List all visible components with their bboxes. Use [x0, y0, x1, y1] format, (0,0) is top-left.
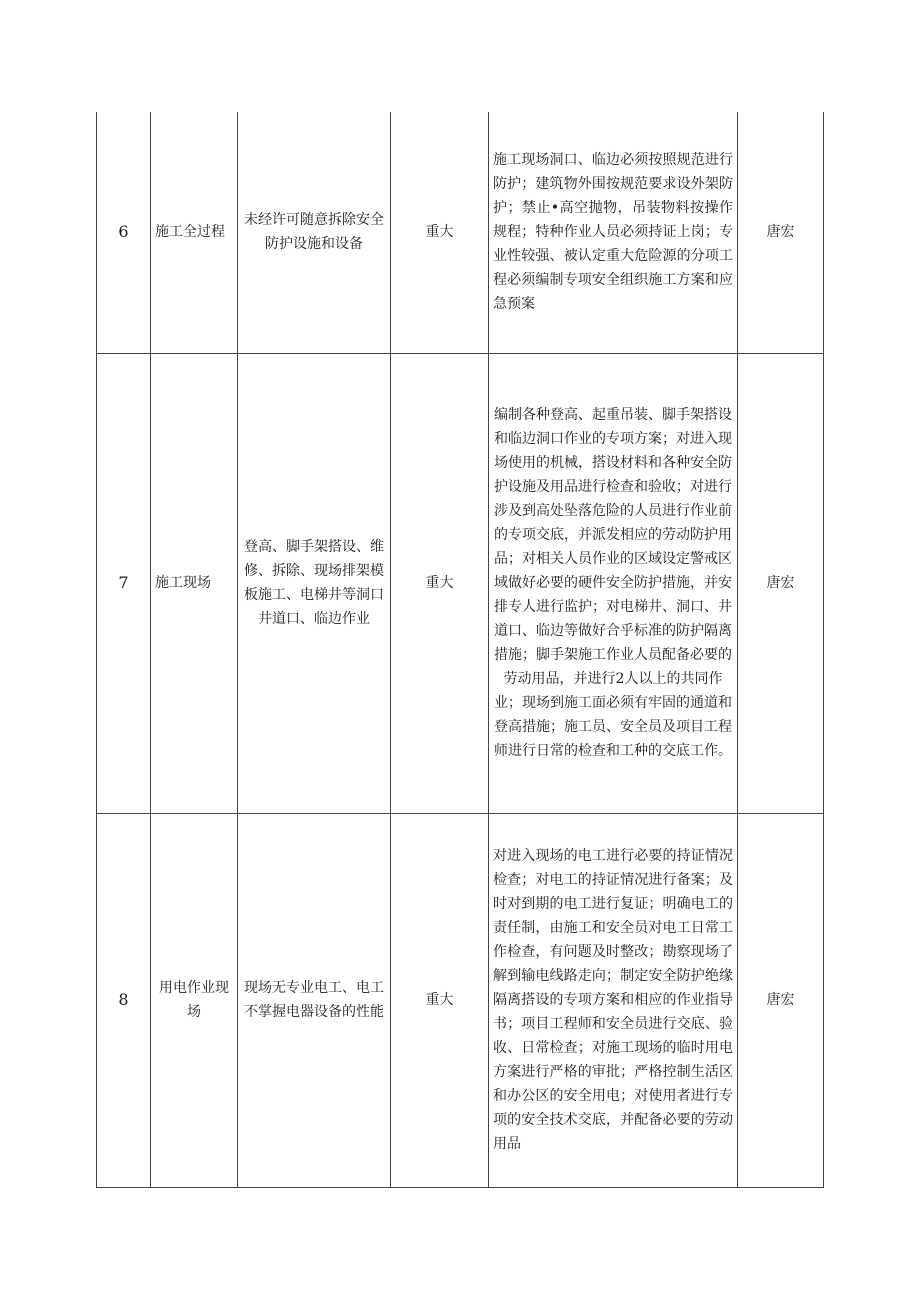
responsible-person-cell: 唐宏: [738, 813, 824, 1187]
risk-level-cell: 重大: [391, 813, 489, 1187]
row-number: 7: [97, 353, 151, 813]
hazard-cell: 未经许可随意拆除安全防护设施和设备: [238, 112, 391, 353]
location-cell: 施工全过程: [151, 112, 238, 353]
measures-cell: 编制各种登高、起重吊装、脚手架搭设和临边洞口作业的专项方案；对进入现场使用的机械，搭设材料和各种安全防护设施及用品进行检查和验收；对进行涉及到高处坠落危险的人员进行作业前的专项交底，并派发相应的劳动防护用品；对相关人员作业的区域设定警戒区域做好必要的硬件安全防护措施，并安排专人进行监护；对电梯井、洞口、井道口、临边等做好合乎标准的防护隔离措施；脚手架施工作业人员配备必要的劳动用品，并进行2人以上的共同作业；现场到施工面必须有牢固的通道和登高措施；施工员、安全员及项目工程师进行日常的检查和工种的交底工作。: [489, 353, 738, 813]
row-number: 8: [97, 813, 151, 1187]
table-row: [97, 112, 824, 353]
measures-cell: 对进入现场的电工进行必要的持证情况检查；对电工的持证情况进行备案；及时对到期的电工进行复证；明确电工的责任制，由施工和安全员对电工日常工作检查，有问题及时整改；勘察现场了解到输电线路走向；制定安全防护绝缘隔离搭设的专项方案和相应的作业指导书；项目工程师和安全员进行交底、验收、日常检查；对施工现场的临时用电方案进行严格的审批；严格控制生活区和办公区的安全用电；对使用者进行专项的安全技术交底，并配备必要的劳动用品: [489, 813, 738, 1187]
table-row: [97, 813, 824, 1187]
measures-cell: 施工现场洞口、临边必须按照规范进行防护；建筑物外围按规范要求设外架防护；禁止•高空抛物，吊装物料按操作规程；特种作业人员必须持证上岗；专业性较强、被认定重大危险源的分项工程必须编制专项安全组织施工方案和应急预案: [489, 112, 738, 353]
table-row: [97, 353, 824, 813]
responsible-person-cell: 唐宏: [738, 112, 824, 353]
responsible-person-cell: 唐宏: [738, 353, 824, 813]
location-cell: 用电作业现场: [151, 813, 238, 1187]
risk-level-cell: 重大: [391, 353, 489, 813]
location-cell: 施工现场: [151, 353, 238, 813]
row-number: 6: [97, 112, 151, 353]
risk-level-cell: 重大: [391, 112, 489, 353]
hazard-cell: 登高、脚手架搭设、维修、拆除、现场排架模板施工、电梯井等洞口井道口、临边作业: [238, 353, 391, 813]
hazard-cell: 现场无专业电工、电工不掌握电器设备的性能: [238, 813, 391, 1187]
risk-table: [96, 112, 824, 1188]
